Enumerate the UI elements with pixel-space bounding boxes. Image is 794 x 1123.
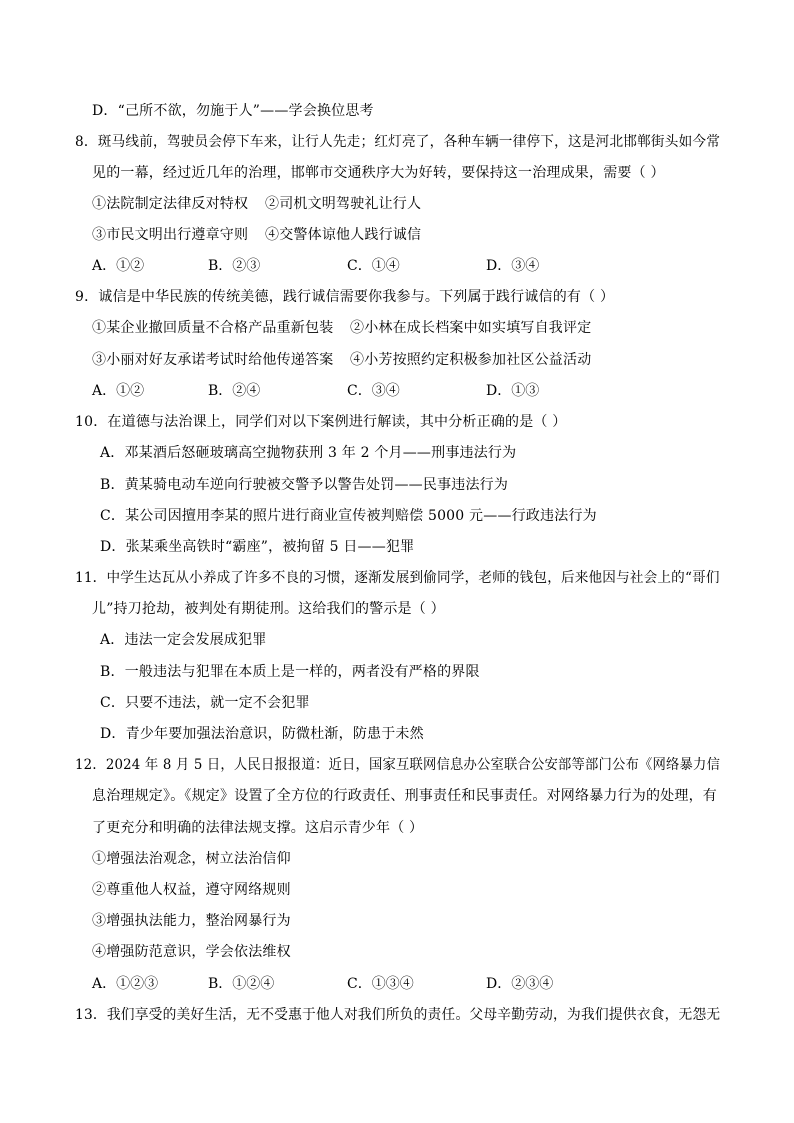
q8-stem-line1: 8．斑马线前，驾驶员会停下车来，让行人先走；红灯亮了，各种车辆一律停下，这是河北邯郸街头如今常 (75, 134, 721, 150)
q9-option-d[interactable]: D．①③ (486, 383, 540, 399)
q11-option-d[interactable]: D．青少年要加强法治意识，防微杜渐，防患于未然 (100, 726, 424, 742)
q10-option-d[interactable]: D．张某乘坐高铁时“霸座”，被拘留 5 日——犯罪 (100, 539, 415, 555)
q12-option-c[interactable]: C．①③④ (347, 976, 414, 992)
q8-item-1: ①法院制定法律反对特权 (92, 196, 249, 212)
q8-item-4: ④交警体谅他人践行诚信 (265, 227, 422, 243)
q9-item-2: ②小林在成长档案中如实填写自我评定 (350, 320, 592, 336)
q10-option-c[interactable]: C．某公司因擅用李某的照片进行商业宣传被判赔偿 5000 元——行政违法行为 (100, 508, 597, 524)
q10-option-a[interactable]: A．邓某酒后怒砸玻璃高空抛物获刑 3 年 2 个月——刑事违法行为 (100, 445, 517, 461)
q11-stem-line1: 11．中学生达瓦从小养成了许多不良的习惯，逐渐发展到偷同学，老师的钱包，后来他因与社会上的“哥们 (75, 570, 720, 586)
q11-option-c[interactable]: C．只要不违法，就一定不会犯罪 (100, 695, 310, 711)
q12-option-d[interactable]: D．②③④ (486, 976, 554, 992)
q9-item-1: ①某企业撤回质量不合格产品重新包装 (92, 320, 334, 336)
q12-option-a[interactable]: A．①②③ (92, 976, 159, 992)
q9-option-b[interactable]: B．②④ (208, 383, 261, 399)
q8-item-2: ②司机文明驾驶礼让行人 (265, 196, 422, 212)
q12-item-4: ④增强防范意识，学会依法维权 (92, 944, 291, 960)
q8-stem-line2: 见的一幕，经过近几年的治理，邯郸市交通秩序大为好转，要保持这一治理成果，需要（ ） (92, 165, 665, 181)
q13-stem-line1: 13．我们享受的美好生活，无不受惠于他人对我们所负的责任。父母辛勤劳动，为我们提供衣食，无怨无 (75, 1007, 721, 1023)
q11-option-b[interactable]: B．一般违法与犯罪在本质上是一样的，两者没有严格的界限 (100, 664, 480, 680)
q8-option-a[interactable]: A．①② (92, 258, 145, 274)
q9-option-a[interactable]: A．①② (92, 383, 145, 399)
q9-stem: 9．诚信是中华民族的传统美德，践行诚信需要你我参与。下列属于践行诚信的有（ ） (75, 289, 615, 305)
q9-option-c[interactable]: C．③④ (347, 383, 400, 399)
q8-item-3: ③市民文明出行遵章守则 (92, 227, 249, 243)
q12-item-2: ②尊重他人权益，遵守网络规则 (92, 882, 291, 898)
q12-stem-line3: 了更充分和明确的法律法规支撑。这启示青少年（ ） (92, 820, 424, 836)
q10-stem: 10．在道德与法治课上，同学们对以下案例进行解读，其中分析正确的是（ ） (75, 414, 567, 430)
q11-option-a[interactable]: A．违法一定会发展成犯罪 (100, 632, 267, 648)
q8-option-d[interactable]: D．③④ (486, 258, 540, 274)
q9-item-4: ④小芳按照约定积极参加社区公益活动 (350, 352, 592, 368)
q12-item-1: ①增强法治观念，树立法治信仰 (92, 851, 291, 867)
q12-option-b[interactable]: B．①②④ (208, 976, 275, 992)
q12-stem-line2: 息治理规定》。《规定》设置了全方位的行政责任、刑事责任和民事责任。对网络暴力行为的处理，有 (92, 788, 717, 804)
q7-option-d: D．“己所不欲，勿施于人”——学会换位思考 (92, 103, 374, 119)
q8-option-c[interactable]: C．①④ (347, 258, 400, 274)
q8-option-b[interactable]: B．②③ (208, 258, 261, 274)
q12-item-3: ③增强执法能力，整治网暴行为 (92, 913, 291, 929)
q10-option-b[interactable]: B．黄某骑电动车逆向行驶被交警予以警告处罚——民事违法行为 (100, 477, 509, 493)
q9-item-3: ③小丽对好友承诺考试时给他传递答案 (92, 352, 334, 368)
q12-stem-line1: 12．2024 年 8 月 5 日，人民日报报道：近日，国家互联网信息办公室联合公安部等部门公布《网络暴力信 (75, 757, 721, 773)
q11-stem-line2: 儿”持刀抢劫，被判处有期徒刑。这给我们的警示是（ ） (92, 601, 445, 617)
